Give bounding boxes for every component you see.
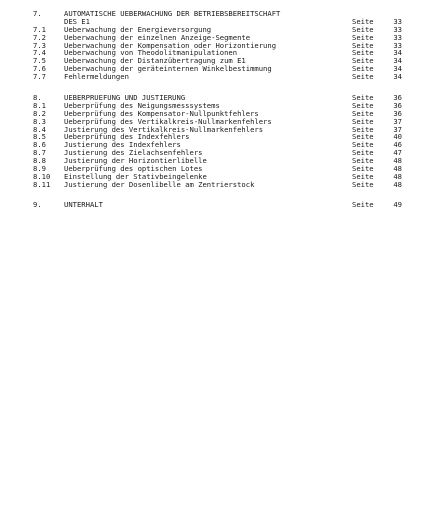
toc-seite-label: Seite [352,100,374,110]
toc-seite-label: Seite [352,64,374,74]
toc-seite-label: Seite [352,93,374,103]
toc-page-number: 33 [393,32,402,42]
toc-page-number: 48 [393,156,402,166]
toc-title: Justierung des Vertikalkreis-Nullmarkenfehlers [64,124,264,134]
toc-title: Justierung der Dosenlibelle am Zentrierstock [64,179,255,189]
toc-number: 9. [33,199,42,209]
toc-number: 8.7 [33,148,46,158]
toc-seite-label: Seite [352,40,374,50]
toc-title: Ueberwachung der einzelnen Anzeige-Segmente [64,32,251,42]
toc-number: 8.2 [33,108,46,118]
toc-page-number: 33 [393,24,402,34]
toc-title: UNTERHALT [64,199,103,209]
toc-number: 8.4 [33,124,46,134]
toc-seite-label: Seite [352,199,374,209]
toc-seite-label: Seite [352,48,374,58]
toc-page-number: 34 [393,64,402,74]
toc-title: Justierung des Zielachsenfehlers [64,148,203,158]
toc-seite-label: Seite [352,156,374,166]
toc-seite-label: Seite [352,124,374,134]
toc-seite-label: Seite [352,72,374,82]
toc-number: 8.5 [33,132,46,142]
section-spacer [0,189,435,201]
toc-number: 8.10 [33,171,51,181]
toc-page-number: 40 [393,132,402,142]
toc-page-number: 37 [393,116,402,126]
toc-seite-label: Seite [352,140,374,150]
toc-title: Justierung des Indexfehlers [64,140,181,150]
toc-seite-label: Seite [352,171,374,181]
toc-number: 7.6 [33,64,46,74]
toc-seite-label: Seite [352,16,374,26]
toc-number: 7.2 [33,32,46,42]
toc-number: 7.3 [33,40,46,50]
toc-title: Ueberprüfung des Indexfehlers [64,132,190,142]
toc-title: Fehlermeldungen [64,72,129,82]
toc-seite-label: Seite [352,148,374,158]
toc-seite-label: Seite [352,116,374,126]
toc-number: 8.9 [33,164,46,174]
toc-entry [0,73,435,81]
toc-number: 7.7 [33,72,46,82]
toc-title: Ueberprüfung des Kompensator-Nullpunktfehlers [64,108,259,118]
toc-title: UEBERPRUEFUNG UND JUSTIERUNG [64,93,186,103]
toc-seite-label: Seite [352,108,374,118]
toc-title: Ueberprüfung des optischen Lotes [64,164,203,174]
toc-number: 7. [33,9,42,18]
toc-page-number: 46 [393,140,402,150]
toc-number: 8.8 [33,156,46,166]
toc-entry [0,181,435,189]
toc-page-number: 37 [393,124,402,134]
toc-page-number: 47 [393,148,402,158]
toc-seite-label: Seite [352,132,374,142]
toc-page-number: 36 [393,100,402,110]
toc-number: 8.1 [33,100,46,110]
toc-number: 8.3 [33,116,46,126]
toc-seite-label: Seite [352,179,374,189]
toc-number: 7.1 [33,24,46,34]
toc-page-number: 48 [393,164,402,174]
toc-seite-label: Seite [352,24,374,34]
toc-title: Ueberprüfung des Vertikalkreis-Nullmarkenfehlers [64,116,272,126]
toc-title: DES E1 [64,16,90,26]
toc-title: Ueberprüfung des Neigungsmesssystems [64,100,220,110]
toc-title: Ueberwachung von Theodolitmanipulationen [64,48,238,58]
toc-number: 7.5 [33,56,46,66]
toc-title: Ueberwachung der Distanzübertragung zum E1 [64,56,246,66]
toc-number: 8. [33,93,42,103]
toc-seite-label: Seite [352,56,374,66]
toc-title: Einstellung der Stativbeingelenke [64,171,207,181]
toc-page-number: 49 [393,199,402,209]
toc-page-number: 33 [393,40,402,50]
toc-page-number: 34 [393,72,402,82]
toc-title: Ueberwachung der geräteinternen Winkelbestimmung [64,64,272,74]
toc-title: Ueberwachung der Energieversorgung [64,24,212,34]
toc-number: 8.11 [33,179,51,189]
toc-title: Ueberwachung der Kompensation oder Horizontierung [64,40,277,50]
toc-seite-label: Seite [352,164,374,174]
table-of-contents [0,10,435,209]
toc-section-heading [0,201,435,209]
toc-page-number: 34 [393,56,402,66]
toc-page-number: 48 [393,171,402,181]
toc-page-number: 36 [393,108,402,118]
toc-title: AUTOMATISCHE UEBERWACHUNG DER BETRIEBSBEREITSCHAFT [64,9,281,18]
toc-page-number: 33 [393,16,402,26]
toc-number: 7.4 [33,48,46,58]
toc-number: 8.6 [33,140,46,150]
toc-page-number: 48 [393,179,402,189]
toc-page-number: 34 [393,48,402,58]
toc-page-number: 36 [393,93,402,103]
toc-seite-label: Seite [352,32,374,42]
toc-title: Justierung der Horizontierlibelle [64,156,207,166]
